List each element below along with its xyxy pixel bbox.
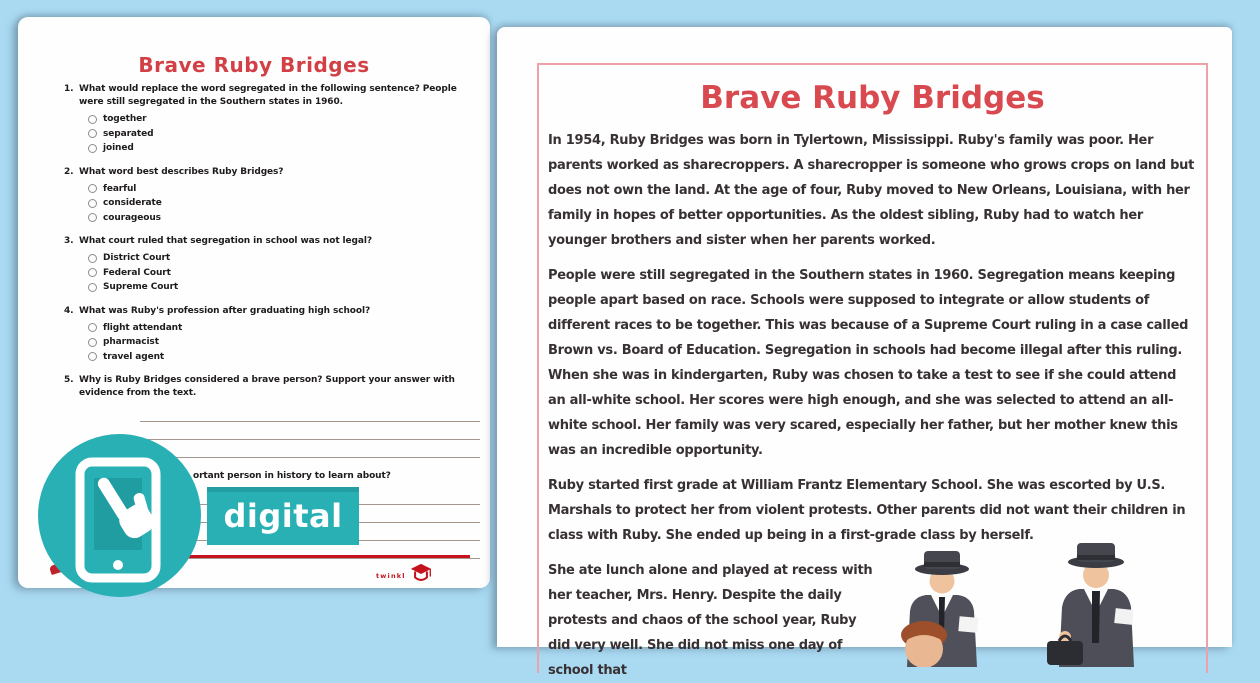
question-1 bbox=[64, 83, 470, 109]
option-label: travel agent bbox=[103, 351, 165, 362]
option-row bbox=[88, 321, 470, 336]
passage-paragraph-2: People were still segregated in the Southern states in 1960. Segregation means keeping people apart based on race. Schools were supposed to integrate or allow students of different races to be together. This was because of a Supreme Court ruling in a case called Brown vs. Board of Education. Segregation in schools had become illegal after this ruling. When she was in kindergarten, Ruby was chosen to take a test to see if she could attend an all-white school. Her scores were high enough, and she was selected to attend an all-white school. Her family was very scared, especially her father, but her mother knew this was an incredible opportunity. bbox=[548, 268, 1189, 458]
radio-button[interactable] bbox=[88, 115, 97, 124]
brand-name: twinkl bbox=[376, 572, 406, 580]
radio-button[interactable] bbox=[88, 338, 97, 347]
option-row bbox=[88, 280, 470, 295]
option-row bbox=[88, 350, 470, 365]
option-row bbox=[88, 266, 470, 281]
twinkl-logo-icon bbox=[410, 562, 432, 590]
question-5 bbox=[64, 374, 470, 400]
question-6-fragment: ortant person in history to learn about? bbox=[193, 471, 391, 481]
radio-button[interactable] bbox=[88, 129, 97, 138]
radio-button[interactable] bbox=[88, 254, 97, 263]
brand-footer bbox=[376, 562, 432, 590]
option-row bbox=[88, 127, 470, 142]
worksheet-page bbox=[18, 17, 490, 588]
question-text: What would replace the word segregated in the following sentence? People were still segregated in the Southern states in 1960. bbox=[79, 84, 457, 107]
option-label: considerate bbox=[103, 198, 162, 209]
passage-title: Brave Ruby Bridges bbox=[700, 80, 1045, 116]
question-4-options bbox=[88, 321, 470, 365]
us-marshals-illustration bbox=[867, 517, 1212, 671]
option-label: flight attendant bbox=[103, 322, 183, 333]
question-2 bbox=[64, 166, 470, 179]
option-label: separated bbox=[103, 128, 154, 139]
worksheet-title: Brave Ruby Bridges bbox=[138, 53, 370, 77]
option-row bbox=[88, 335, 470, 350]
question-text: Why is Ruby Bridges considered a brave person? Support your answer with evidence from the text. bbox=[79, 375, 455, 398]
question-number: 2. bbox=[64, 166, 74, 177]
answer-line[interactable] bbox=[140, 404, 480, 422]
option-label: fearful bbox=[103, 183, 137, 194]
radio-button[interactable] bbox=[88, 199, 97, 208]
digital-badge bbox=[207, 487, 359, 545]
option-label: Supreme Court bbox=[103, 282, 179, 293]
radio-button[interactable] bbox=[88, 144, 97, 153]
option-row bbox=[88, 211, 470, 226]
passage-paragraph-3: Ruby started first grade at William Frantz Elementary School. She was escorted by U.S. Marshals to protect her from violent protests. Other parents did not want their children in class with Ruby. She ended up being in a first-grade class by herself. bbox=[548, 478, 1186, 543]
question-number: 3. bbox=[64, 236, 74, 246]
question-number: 5. bbox=[64, 375, 74, 385]
question-3 bbox=[64, 235, 470, 248]
marshal-right bbox=[1047, 543, 1134, 667]
option-label: together bbox=[103, 114, 147, 125]
tablet-touch-icon bbox=[38, 434, 201, 597]
question-2-options bbox=[88, 182, 470, 226]
option-label: District Court bbox=[103, 253, 171, 264]
option-row bbox=[88, 196, 470, 211]
radio-button[interactable] bbox=[88, 184, 97, 193]
digital-badge-label: digital bbox=[223, 497, 343, 535]
passage-page bbox=[497, 27, 1232, 678]
option-row bbox=[88, 251, 470, 266]
question-text: What court ruled that segregation in school was not legal? bbox=[79, 236, 372, 246]
option-label: Federal Court bbox=[103, 267, 171, 278]
option-label: courageous bbox=[103, 212, 161, 223]
option-label: pharmacist bbox=[103, 337, 159, 348]
question-text: What was Ruby's profession after graduating high school? bbox=[79, 305, 371, 316]
option-label: joined bbox=[103, 143, 134, 154]
question-3-options bbox=[88, 251, 470, 295]
question-number: 1. bbox=[64, 84, 74, 94]
passage-paragraph-4: She ate lunch alone and played at recess with her teacher, Mrs. Henry. Despite the daily protests and chaos of the school year, Ruby did very well. She did not miss one day of school that bbox=[548, 563, 873, 678]
question-number: 4. bbox=[64, 305, 74, 316]
radio-button[interactable] bbox=[88, 283, 97, 292]
option-row bbox=[88, 112, 470, 127]
option-row bbox=[88, 141, 470, 156]
passage-paragraph-1: In 1954, Ruby Bridges was born in Tylertown, Mississippi. Ruby's family was poor. Her parents worked as sharecroppers. A sharecropper is someone who grows crops on land but does not own the land. At the age of four, Ruby moved to New Orleans, Louisiana, with her family in hopes of better opportunities. As the oldest sibling, Ruby had to watch her younger brothers and sister when her parents worked. bbox=[548, 133, 1194, 248]
question-text: What word best describes Ruby Bridges? bbox=[79, 166, 284, 177]
digital-badge-circle bbox=[38, 434, 201, 597]
question-4 bbox=[64, 305, 470, 318]
radio-button[interactable] bbox=[88, 213, 97, 222]
radio-button[interactable] bbox=[88, 323, 97, 332]
option-row bbox=[88, 182, 470, 197]
question-1-options bbox=[88, 112, 470, 156]
radio-button[interactable] bbox=[88, 352, 97, 361]
radio-button[interactable] bbox=[88, 268, 97, 277]
